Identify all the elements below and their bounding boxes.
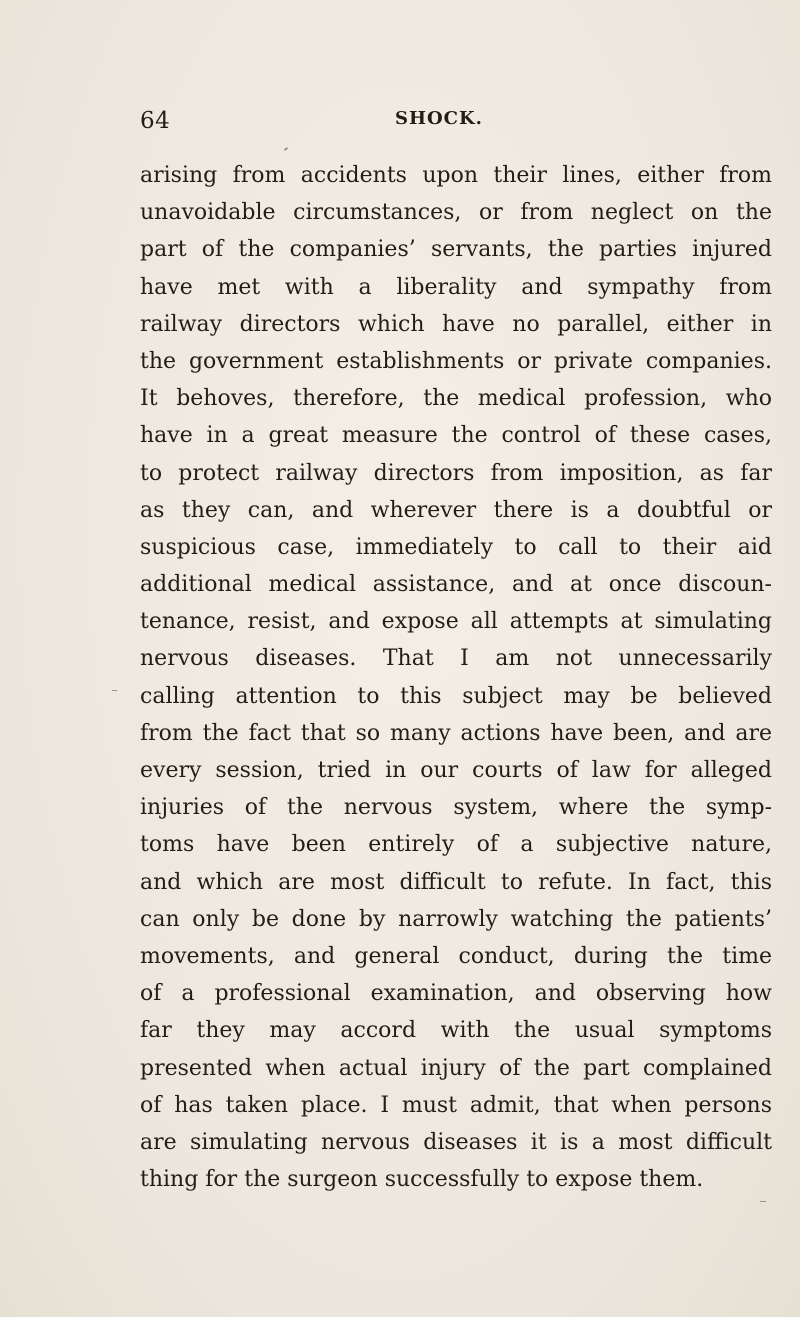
text-line: of a professional examination, and observing how bbox=[140, 981, 772, 1007]
text-line: injuries of the nervous system, where the symp- bbox=[140, 795, 772, 821]
text-line: part of the companies’ servants, the parties injured bbox=[140, 237, 772, 263]
ink-speck bbox=[284, 147, 288, 151]
text-line: the government establishments or private companies. bbox=[140, 348, 772, 374]
page-number: 64 bbox=[140, 108, 171, 134]
text-line: railway directors which have no parallel, either in bbox=[140, 311, 772, 337]
body-paragraph bbox=[140, 157, 772, 1198]
text-line: can only be done by narrowly watching the patients’ bbox=[140, 906, 772, 932]
text-line: suspicious case, immediately to call to their aid bbox=[140, 534, 772, 560]
text-line: have in a great measure the control of these cases, bbox=[140, 423, 772, 449]
text-line: to protect railway directors from imposition, as far bbox=[140, 460, 772, 486]
margin-speck bbox=[112, 690, 117, 691]
text-line: tenance, resist, and expose all attempts at simulating bbox=[140, 609, 772, 635]
text-line: every session, tried in our courts of law for alleged bbox=[140, 758, 772, 783]
text-line: have met with a liberality and sympathy from bbox=[140, 274, 772, 300]
text-line: calling attention to this subject may be believed bbox=[140, 683, 772, 709]
running-head: SHOCK. bbox=[395, 108, 483, 129]
margin-speck bbox=[760, 1201, 766, 1202]
text-line: are simulating nervous diseases it is a most difficult bbox=[140, 1129, 772, 1155]
page-header bbox=[140, 108, 772, 140]
text-line: from the fact that so many actions have been, and are bbox=[140, 720, 772, 746]
text-line: presented when actual injury of the part complained bbox=[140, 1055, 772, 1081]
text-line: unavoidable circumstances, or from neglect on the bbox=[140, 200, 772, 226]
text-line: and which are most difficult to refute. In fact, this bbox=[140, 869, 772, 895]
text-line: additional medical assistance, and at once discoun- bbox=[140, 572, 772, 598]
text-line: of has taken place. I must admit, that when persons bbox=[140, 1092, 772, 1118]
text-line: as they can, and wherever there is a doubtful or bbox=[140, 497, 772, 523]
text-line: movements, and general conduct, during the time bbox=[140, 943, 772, 969]
text-line: It behoves, therefore, the medical profession, who bbox=[140, 386, 772, 412]
text-line: nervous diseases. That I am not unnecessarily bbox=[140, 646, 772, 672]
text-line: arising from accidents upon their lines, either from bbox=[140, 163, 772, 188]
text-line: thing for the surgeon successfully to expose them. bbox=[140, 1167, 704, 1193]
text-line: far they may accord with the usual symptoms bbox=[140, 1018, 772, 1044]
text-line: toms have been entirely of a subjective nature, bbox=[140, 832, 772, 858]
